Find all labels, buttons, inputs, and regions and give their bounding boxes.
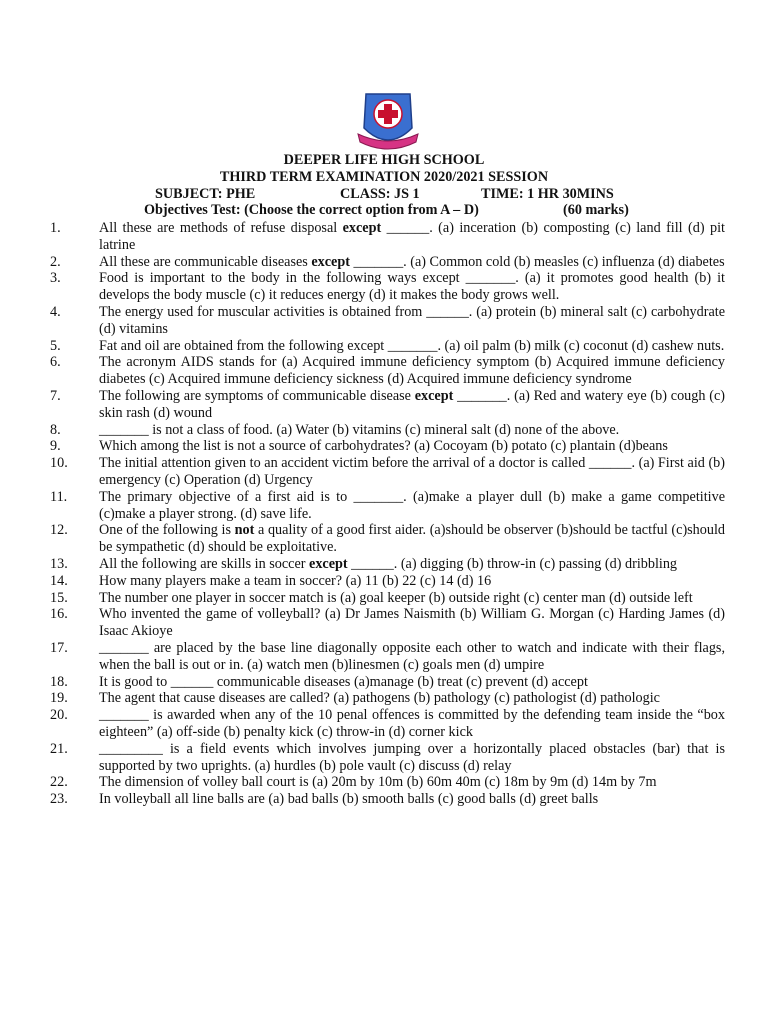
question-emphasis: except [311,253,350,270]
question-text-part: The number one player in soccer match is (a) goal keeper (b) outside right (c) center man (d) outside left [99,589,693,606]
question-item [0,388,768,422]
question-number: 2. [50,253,61,270]
question-text [99,573,725,590]
school-crest-icon [352,88,424,160]
question-text-part: All the following are skills in soccer [99,555,310,572]
subject-label: SUBJECT: PHE [155,185,256,202]
objectives-instructions: Objectives Test: (Choose the correct option from A – D) [144,202,479,219]
question-text [99,556,725,573]
question-text [99,354,725,388]
question-number: 19. [50,690,68,707]
question-text-part: Which among the list is not a source of carbohydrates? (a) Cocoyam (b) potato (c) plantain (d)beans [99,438,668,455]
question-number: 8. [50,421,61,438]
question-item [0,438,768,455]
question-emphasis: except [309,555,348,572]
question-item [0,422,768,439]
question-text-part: The initial attention given to an accident victim before the arrival of a doctor is called ______. (a) First aid (b) emergency (c) Operation (d) Urgency [99,455,725,488]
question-text [99,707,725,741]
question-number: 20. [50,707,68,724]
question-item [0,573,768,590]
question-text [99,791,725,808]
question-item [0,674,768,691]
question-emphasis: except [342,220,382,236]
question-text-part: Who invented the game of volleyball? (a) Dr James Naismith (b) William G. Morgan (c) Harding James (d) Isaac Akioye [99,606,725,640]
question-number: 11. [50,488,68,505]
question-number: 12. [50,522,68,539]
question-emphasis: not [234,522,255,539]
question-item [0,741,768,775]
question-text-part: The dimension of volley ball court is (a) 20m by 10m (b) 60m 40m (c) 18m by 9m (d) 14m by 7m [99,774,657,791]
school-name: DEEPER LIFE HIGH SCHOOL [283,152,485,168]
question-text [99,522,725,556]
question-number: 7. [50,387,61,404]
question-text [99,422,725,439]
question-item [0,254,768,271]
exam-title: THIRD TERM EXAMINATION 2020/2021 SESSION [219,168,549,185]
question-item [0,774,768,791]
question-text [99,690,725,707]
question-item [0,220,768,254]
question-number: 3. [50,270,61,287]
question-text-part: _______ are placed by the base line diagonally opposite each other to watch and indicate with their flags, when the ball is out or in. (a) watch men (b)linesmen (c) goals men (d) umpire [99,639,725,673]
school-logo [352,88,424,160]
question-text-part: _________ is a field events which involves jumping over a horizontally placed obstacles (bar) that is supported by two uprights. (a) hurdles (b) pole vault (c) discuss (d) relay [99,740,725,774]
question-item [0,707,768,741]
question-number: 14. [50,572,68,589]
question-text-part: All these are methods of refuse disposal [99,220,343,236]
question-text [99,590,725,607]
question-text-part: ______. (a) inceration (b) composting (c) land fill (d) pit latrine [99,220,725,253]
question-text-part: The following are symptoms of communicable disease [99,387,415,404]
question-text [99,455,725,489]
question-number: 6. [50,354,61,371]
question-text-part: How many players make a team in soccer? (a) 11 (b) 22 (c) 14 (d) 16 [99,572,492,589]
question-text-part: It is good to ______ communicable diseases (a)manage (b) treat (c) prevent (d) accept [99,673,588,690]
question-list [0,220,768,808]
question-number: 13. [50,555,68,572]
question-text-part: _______. (a) Common cold (b) measles (c) influenza (d) diabetes [349,253,725,270]
question-number: 21. [50,740,68,757]
question-item [0,489,768,523]
question-text [99,388,725,422]
question-text-part: _______. (a) Red and watery eye (b) cough (c) skin rash (d) wound [99,387,725,421]
question-text-part: All these are communicable diseases [99,253,312,270]
question-number: 10. [50,455,68,472]
question-item [0,455,768,489]
question-item [0,354,768,388]
question-item [0,556,768,573]
question-number: 9. [50,438,61,455]
question-text [99,489,725,523]
question-item [0,338,768,355]
question-item [0,270,768,304]
time-label: TIME: 1 HR 30MINS [481,185,614,202]
question-number: 17. [50,639,68,656]
class-label: CLASS: JS 1 [340,185,420,202]
question-text-part: _______ is awarded when any of the 10 penal offences is committed by the defending team inside the “box eighteen” (a) off-side (b) penalty kick (c) throw-in (d) corner kick [99,707,725,740]
question-number: 22. [50,774,68,791]
question-text [99,774,725,791]
question-text-part: The acronym AIDS stands for (a) Acquired immune deficiency symptom (b) Acquired immune deficiency diabetes (c) Acquired immune deficiency sickness (d) Acquired immune deficiency syndrome [99,354,725,388]
question-text [99,270,725,304]
question-number: 5. [50,337,61,354]
question-text [99,338,725,355]
question-text [99,606,725,640]
subject-line [0,186,768,203]
question-text-part: In volleyball all line balls are (a) bad balls (b) smooth balls (c) good balls (d) greet balls [99,791,599,808]
question-text-part: ______. (a) digging (b) throw-in (c) passing (d) dribbling [347,555,678,572]
question-item [0,606,768,640]
question-text [99,741,725,775]
question-text-part: _______ is not a class of food. (a) Water (b) vitamins (c) mineral salt (d) none of the above. [99,421,620,438]
question-number: 1. [50,220,61,236]
question-text-part: a quality of a good first aider. (a)should be observer (b)should be tactful (c)should be sympathetic (d) should be exploitative. [99,522,726,556]
question-text [99,438,725,455]
question-text [99,674,725,691]
question-text-part: One of the following is [99,522,235,539]
exam-header [0,152,768,219]
question-text-part: The agent that cause diseases are called? (a) pathogens (b) pathology (c) pathologist (d) pathologic [99,690,660,707]
question-number: 18. [50,673,68,690]
question-text-part: Fat and oil are obtained from the following except _______. (a) oil palm (b) milk (c) coconut (d) cashew nuts. [99,337,725,354]
question-number: 15. [50,589,68,606]
question-text-part: Food is important to the body in the following ways except _______. (a) it promotes good health (b) it develops the body muscle (c) it reduces energy (d) it makes the body grows well. [99,270,725,304]
question-item [0,304,768,338]
question-item [0,640,768,674]
question-item [0,522,768,556]
question-text [99,304,725,338]
question-text-part: The primary objective of a first aid is to _______. (a)make a player dull (b) make a game competitive (c)make a player strong. (d) save life. [99,488,725,522]
question-item [0,590,768,607]
marks-label: (60 marks) [563,202,629,219]
question-item [0,791,768,808]
question-number: 16. [50,606,68,623]
question-text [99,220,725,254]
question-text [99,640,725,674]
question-item [0,690,768,707]
objectives-line [0,202,768,219]
question-text [99,254,725,271]
question-number: 23. [50,791,68,808]
question-text-part: The energy used for muscular activities is obtained from ______. (a) protein (b) mineral salt (c) carbohydrate (d) vitamins [99,303,725,337]
question-number: 4. [50,303,61,320]
question-emphasis: except [414,387,454,404]
